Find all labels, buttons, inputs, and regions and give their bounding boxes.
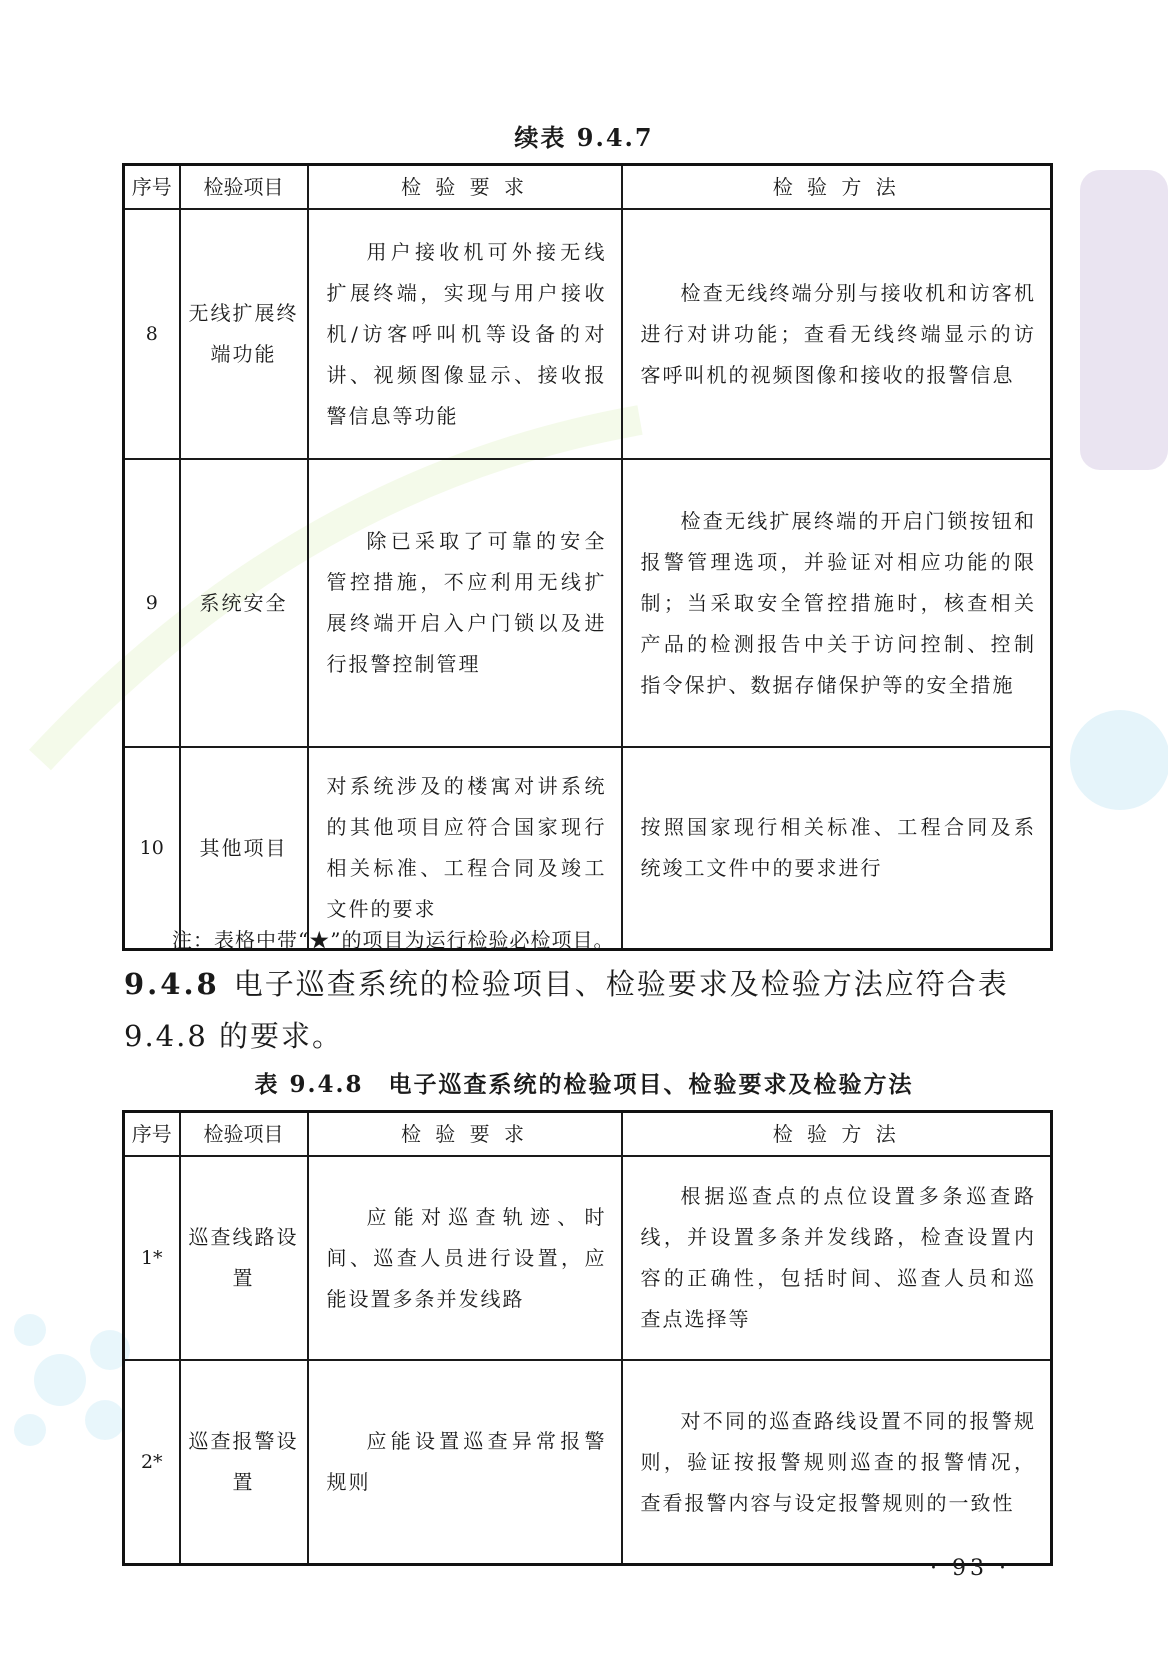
row-no: 10: [124, 747, 180, 950]
row-requirement: 用户接收机可外接无线扩展终端，实现与用户接收机/访客呼叫机等设备的对讲、视频图像显示、接收报警信息等功能: [308, 209, 622, 459]
row-no: 8: [124, 209, 180, 459]
row-method: 按照国家现行相关标准、工程合同及系统竣工文件中的要求进行: [622, 747, 1052, 950]
header-method: 检 验 方 法: [622, 165, 1052, 210]
table-row: [124, 747, 1052, 950]
table-caption-continued: 续表 9.4.7: [514, 123, 654, 152]
table-note: 注：表格中带“★”的项目为运行检验必检项目。: [172, 928, 615, 952]
row-no: 9: [124, 459, 180, 747]
row-item: 其他项目: [180, 747, 308, 950]
row-requirement: 应能设置巡查异常报警规则: [308, 1360, 622, 1565]
row-requirement: 除已采取了可靠的安全管控措施，不应利用无线扩展终端开启入户门锁以及进行报警控制管理: [308, 459, 622, 747]
table-row: [124, 1156, 1052, 1360]
row-method: 检查无线终端分别与接收机和访客机进行对讲功能；查看无线终端显示的访客呼叫机的视频图像和接收的报警信息: [622, 209, 1052, 459]
header-requirement: 检 验 要 求: [308, 165, 622, 210]
header-method: 检 验 方 法: [622, 1112, 1052, 1157]
table-header-row: [124, 165, 1052, 210]
inspection-table-9-4-8: [122, 1110, 1053, 1566]
table-header-row: [124, 1112, 1052, 1157]
inspection-table-9-4-7: [122, 163, 1053, 951]
table-row: [124, 1360, 1052, 1565]
section-number: 9.4.8: [124, 967, 220, 1001]
row-requirement: 对系统涉及的楼寓对讲系统的其他项目应符合国家现行相关标准、工程合同及竣工文件的要求: [308, 747, 622, 950]
row-item: 无线扩展终端功能: [180, 209, 308, 459]
section-text: 电子巡查系统的检验项目、检验要求及检验方法应符合表 9.4.8 的要求。: [124, 967, 1009, 1053]
row-no: 2*: [124, 1360, 180, 1565]
row-item: 巡查报警设置: [180, 1360, 308, 1565]
row-method: 对不同的巡查路线设置不同的报警规则，验证按报警规则巡查的报警情况，查看报警内容与设定报警规则的一致性: [622, 1360, 1052, 1565]
table-row: [124, 209, 1052, 459]
row-method: 根据巡查点的点位设置多条巡查路线，并设置多条并发线路，检查设置内容的正确性，包括时间、巡查人员和巡查点选择等: [622, 1156, 1052, 1360]
header-no: 序号: [124, 1112, 180, 1157]
row-item: 巡查线路设置: [180, 1156, 308, 1360]
table-caption: 表 9.4.8 电子巡查系统的检验项目、检验要求及检验方法: [254, 1071, 914, 1098]
row-method: 检查无线扩展终端的开启门锁按钮和报警管理选项，并验证对相应功能的限制；当采取安全管控措施时，核查相关产品的检测报告中关于访问控制、控制指令保护、数据存储保护等的安全措施: [622, 459, 1052, 747]
row-requirement: 应能对巡查轨迹、时间、巡查人员进行设置，应能设置多条并发线路: [308, 1156, 622, 1360]
header-item: 检验项目: [180, 165, 308, 210]
section-paragraph: [124, 958, 1054, 1062]
table-row: [124, 459, 1052, 747]
row-item: 系统安全: [180, 459, 308, 747]
header-no: 序号: [124, 165, 180, 210]
row-no: 1*: [124, 1156, 180, 1360]
header-requirement: 检 验 要 求: [308, 1112, 622, 1157]
header-item: 检验项目: [180, 1112, 308, 1157]
page-number: · 93 ·: [930, 1556, 1010, 1581]
